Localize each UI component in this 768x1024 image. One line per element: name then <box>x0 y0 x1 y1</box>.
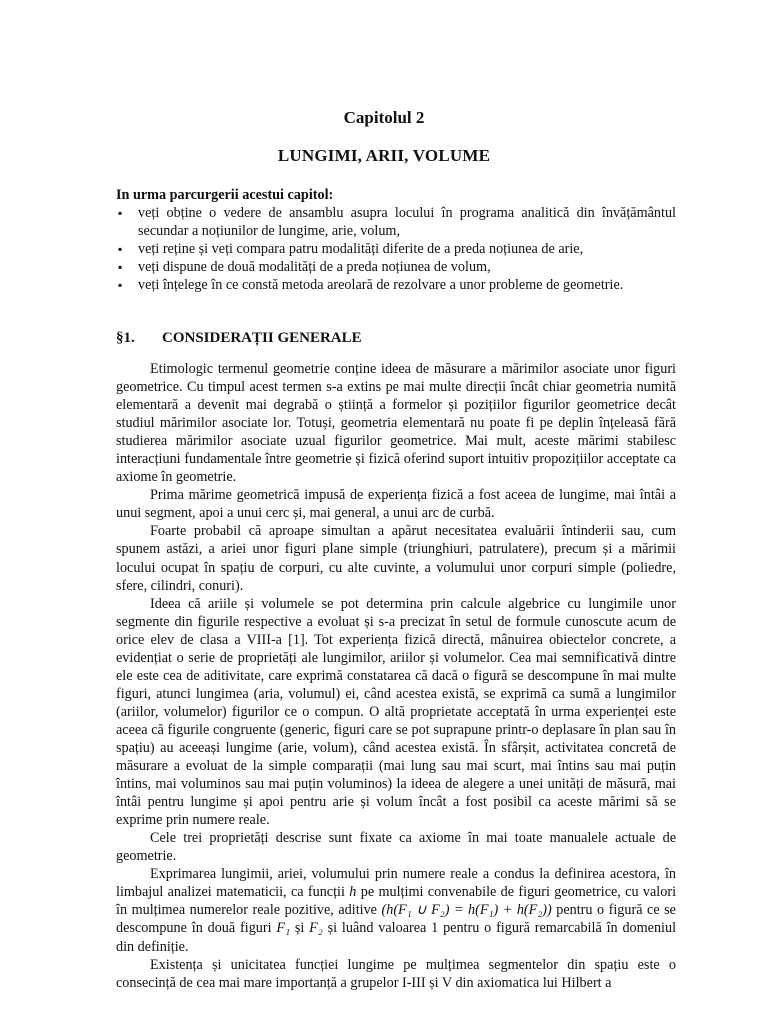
text-run: și luând valoarea 1 pentru o figură remarcabilă în domeniul din definiție. <box>116 920 677 955</box>
text-run: pentru o figură ce se descompune în două figuri <box>116 902 676 937</box>
chapter-number: Capitolul 2 <box>343 108 425 127</box>
paragraph-function-definition <box>116 865 676 955</box>
paragraph: Ideea că ariile și volumele se pot determina prin calcule algebrice cu lungimile unor segmente din figurile respective a evoluat și s-a precizat în setul de formule cunoscute acum de orice elev de clasa a VIII-a [1]. Tot experiența fizică directă, mânuirea obiectelor concrete, a evidențiat o serie de proprietăți ale lungimilor, ariilor și volumelor. Cea mai semnificativă dintre ele este cea de aditivitate, care exprimă constatarea că dacă o figură se descompune în mai multe figuri, atunci lungimea (aria, volumul) ei, când acestea există, se exprimă ca sumă a lungimilor (ariilor, volumelor) figurilor ce o compun. O altă proprietate acceptată în urma experienței este aceea că figurile congruente (generic, figuri care se pot suprapune printr-o deplasare în plan sau în spațiu) au aceeași lungime (arie, volum), când acestea există. În sfârșit, activitatea concretă de măsurare a evoluat de la simple comparații (mai lung sau mai scurt, mai întins sau mai puțin întins, mai voluminos sau mai puțin voluminos) la ideea de alegere a unei unități de măsură, mai întâi pentru lungime și apoi pentru arie și volum încât a fost posibil ca aceste mărimi să se exprime prin numere reale. <box>116 595 676 829</box>
objectives-list <box>116 204 676 294</box>
chapter-objectives <box>116 186 676 294</box>
objective-item: ▪ veți obține o vedere de ansamblu asupra locului în programa analitică din învățământul secundar a noțiunilor de lungime, arie, volum, <box>116 204 676 240</box>
text-run: pe mulțimi convenabile de figuri geometrice, cu valori în mulțimea numerelor reale pozitive, aditive <box>116 884 677 919</box>
figure-symbol: F₁ <box>276 920 291 937</box>
objective-item: ▪ veți dispune de două modalități de a preda noțiunea de volum, <box>116 258 676 276</box>
section-number: §1. <box>116 330 135 346</box>
paragraph: Existența și unicitatea funcției lungime pe mulțimea segmentelor din spațiu este o consecință de cea mai mare importanță a grupelor I-III și V din axiomatica lui Hilbert a <box>116 956 676 991</box>
paragraph: Foarte probabil că aproape simultan a apărut necesitatea evaluării întinderii sau, cum spunem astăzi, a ariei unor figuri plane simple (triunghiuri, patrulatere), precum și a mărimii locului ocupat în spațiu de corpuri, cu alte cuvinte, a volumului unor corpuri simple (poliedre, sfere, cilindri, conuri). <box>116 523 676 594</box>
paragraph: Cele trei proprietăți descrise sunt fixate ca axiome în mai toate manualele actuale de geometrie. <box>116 830 676 865</box>
paragraph: Etimologic termenul geometrie conține ideea de măsurare a mărimilor asociate unor figuri geometrice. Cu timpul acest termen s-a extins pe mai multe direcții încât chiar geometria numită elementară a devenit mai degrabă o știință a formelor și pozițiilor figurilor geometrice decât studiul mărimilor asociate lor. Totuși, geometria elementară nu poate fi pe deplin înțeleasă fără studierea mărimilor asociate uzual figurilor geometrice. Mai mult, aceste mărimi stabilesc interacțiuni fundamentale între geometrie și fizică oferind suport intuitiv propozițiilor acceptate ca axiome în geometrie. <box>116 361 676 486</box>
text-run: Exprimarea lungimii, ariei, volumului prin numere reale a condus la definirea acestora, în limbajul analizei matematicii, ca funcții <box>116 866 676 901</box>
section-body <box>116 360 676 992</box>
function-symbol: h <box>349 884 357 901</box>
additivity-formula: (h(F₁ ∪ F₂) = h(F₁) + h(F₂)) <box>381 902 552 919</box>
text-run: și <box>294 920 305 937</box>
objective-item: ▪ veți înțelege în ce constă metoda areolară de rezolvare a unor probleme de geometrie. <box>116 276 676 294</box>
objective-item: ▪ veți reține și veți compara patru modalități diferite de a preda noțiunea de arie, <box>116 240 676 258</box>
chapter-title: LUNGIMI, ARII, VOLUME <box>277 146 491 165</box>
section-heading <box>116 330 676 347</box>
figure-symbol: F₂ <box>309 920 323 937</box>
objectives-heading: In urma parcurgerii acestui capitol: <box>116 187 334 203</box>
section-title: CONSIDERAȚII GENERALE <box>162 330 362 346</box>
paragraph: Prima mărime geometrică impusă de experiența fizică a fost aceea de lungime, mai întâi a unui segment, apoi a unui cerc și, mai general, a unui arc de curbă. <box>116 487 676 522</box>
